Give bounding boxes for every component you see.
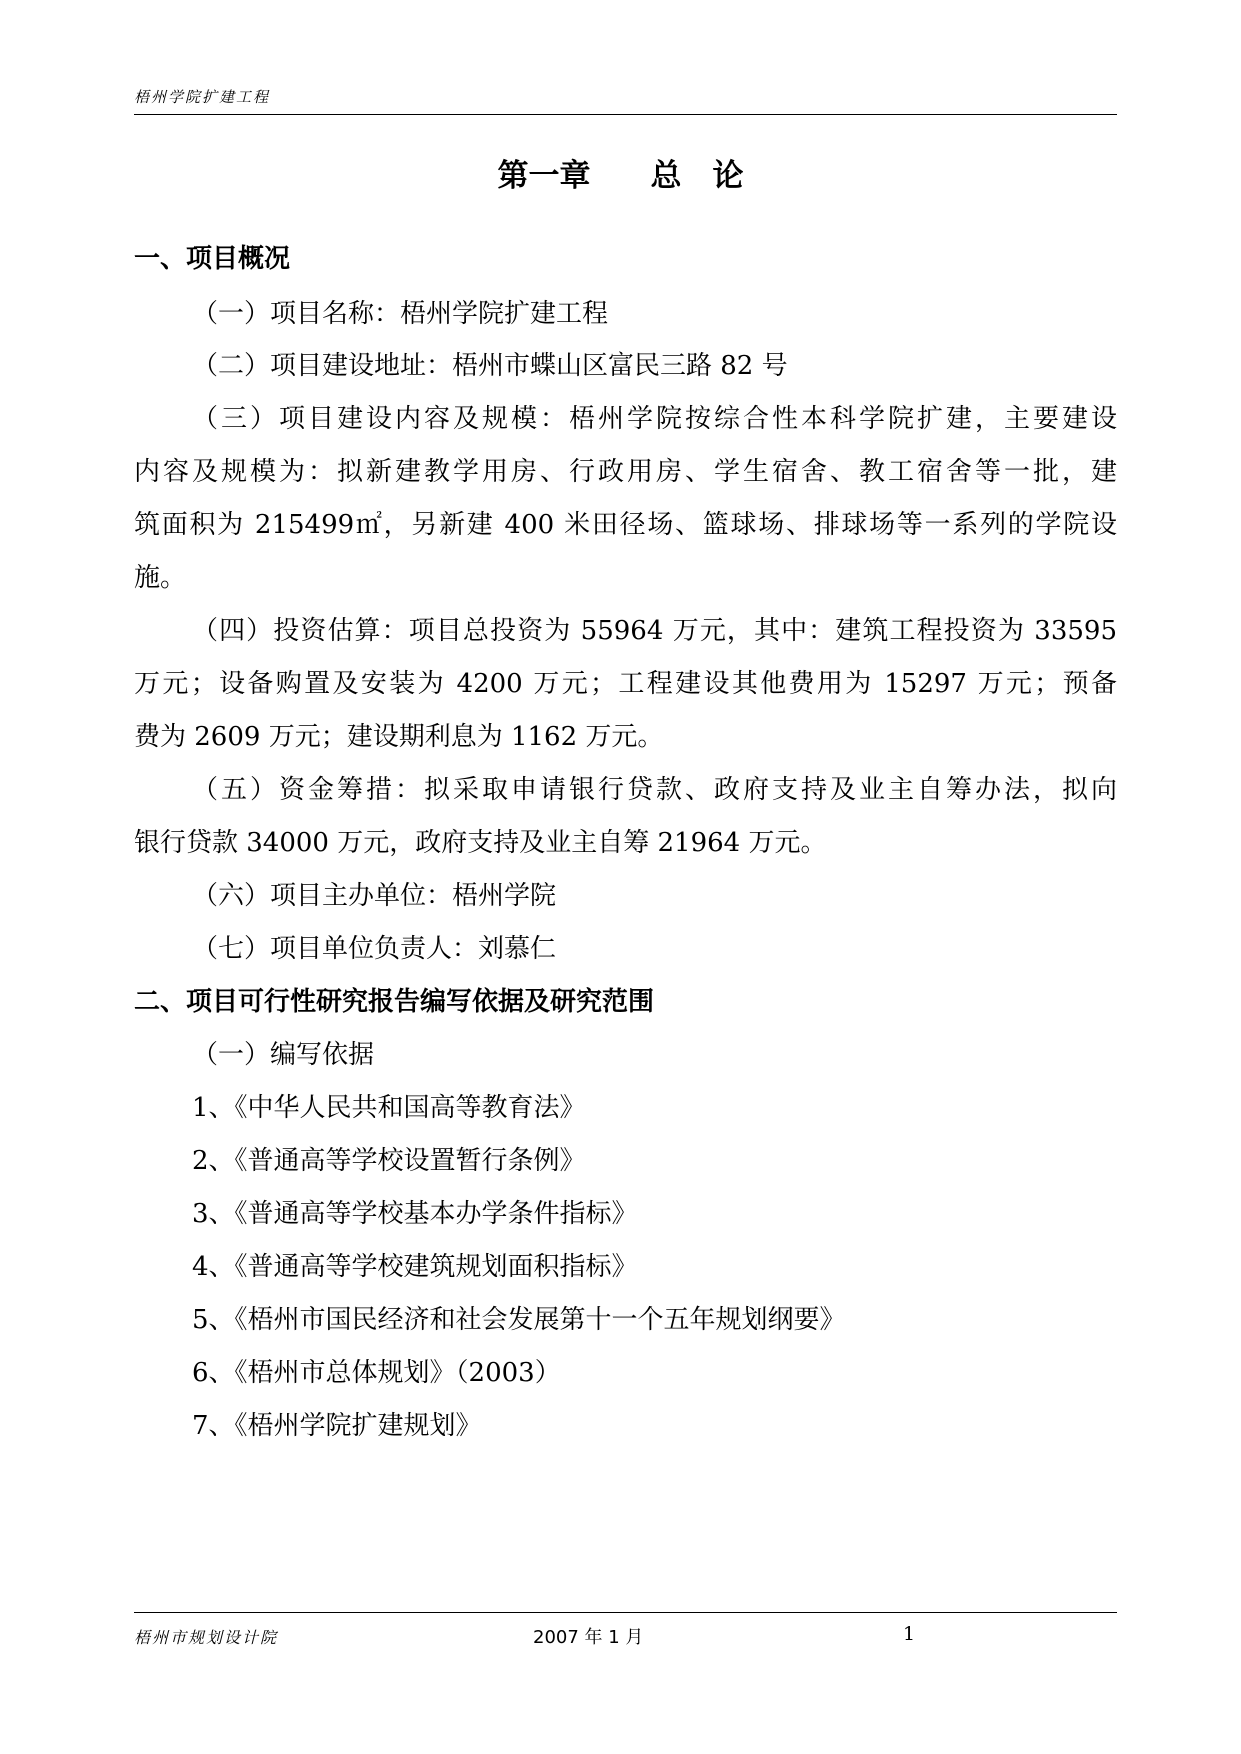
project-address-line: （二）项目建设地址：梧州市蝶山区富民三路 82 号: [192, 351, 788, 381]
sponsor-line: （六）项目主办单位：梧州学院: [192, 881, 557, 911]
reference-item: 4、《普通高等学校建筑规划面积指标》: [192, 1252, 638, 1282]
header-rule: [134, 114, 1117, 115]
chapter-number: 第一章: [497, 158, 591, 194]
page-number: 1: [903, 1623, 916, 1645]
subsection-heading: （一）编写依据: [192, 1040, 375, 1070]
scope-paragraph-line: 内容及规模为：拟新建教学用房、行政用房、学生宿舍、教工宿舍等一批，建: [134, 457, 1117, 487]
responsible-person-line: （七）项目单位负责人：刘慕仁: [192, 934, 557, 964]
investment-paragraph-line: 万元；设备购置及安装为 4200 万元；工程建设其他费用为 15297 万元；预备: [134, 669, 1117, 699]
chapter-name: 总 论: [650, 158, 744, 194]
reference-item: 1、《中华人民共和国高等教育法》: [192, 1093, 586, 1123]
section-heading-1: 一、项目概况: [134, 244, 291, 274]
reference-item: 6、《梧州市总体规划》（2003）: [192, 1358, 561, 1388]
reference-item: 3、《普通高等学校基本办学条件指标》: [192, 1199, 638, 1229]
reference-item: 2、《普通高等学校设置暂行条例》: [192, 1146, 586, 1176]
section-heading-2: 二、项目可行性研究报告编写依据及研究范围: [134, 987, 655, 1017]
investment-paragraph-line: 费为 2609 万元；建设期利息为 1162 万元。: [134, 722, 664, 752]
chapter-title: [0, 150, 1241, 195]
running-header: 梧州学院扩建工程: [134, 88, 271, 106]
funding-paragraph-line: （五）资金筹措：拟采取申请银行贷款、政府支持及业主自筹办法，拟向: [192, 775, 1117, 805]
footer-rule: [134, 1612, 1117, 1613]
funding-paragraph-line: 银行贷款 34000 万元，政府支持及业主自筹 21964 万元。: [134, 828, 827, 858]
reference-item: 7、《梧州学院扩建规划》: [192, 1411, 482, 1441]
investment-paragraph-line: （四）投资估算：项目总投资为 55964 万元，其中：建筑工程投资为 33595: [192, 616, 1117, 646]
scope-paragraph-line: 施。: [134, 563, 187, 593]
scope-paragraph-line: 筑面积为 215499㎡，另新建 400 米田径场、篮球场、排球场等一系列的学院设: [134, 510, 1117, 540]
footer-date: 2007 年 1 月: [533, 1627, 644, 1648]
scope-paragraph-line: （三）项目建设内容及规模：梧州学院按综合性本科学院扩建，主要建设: [192, 404, 1117, 434]
project-name-line: （一）项目名称：梧州学院扩建工程: [192, 299, 609, 329]
footer-organization: 梧州市规划设计院: [134, 1628, 279, 1647]
reference-item: 5、《梧州市国民经济和社会发展第十一个五年规划纲要》: [192, 1305, 846, 1335]
